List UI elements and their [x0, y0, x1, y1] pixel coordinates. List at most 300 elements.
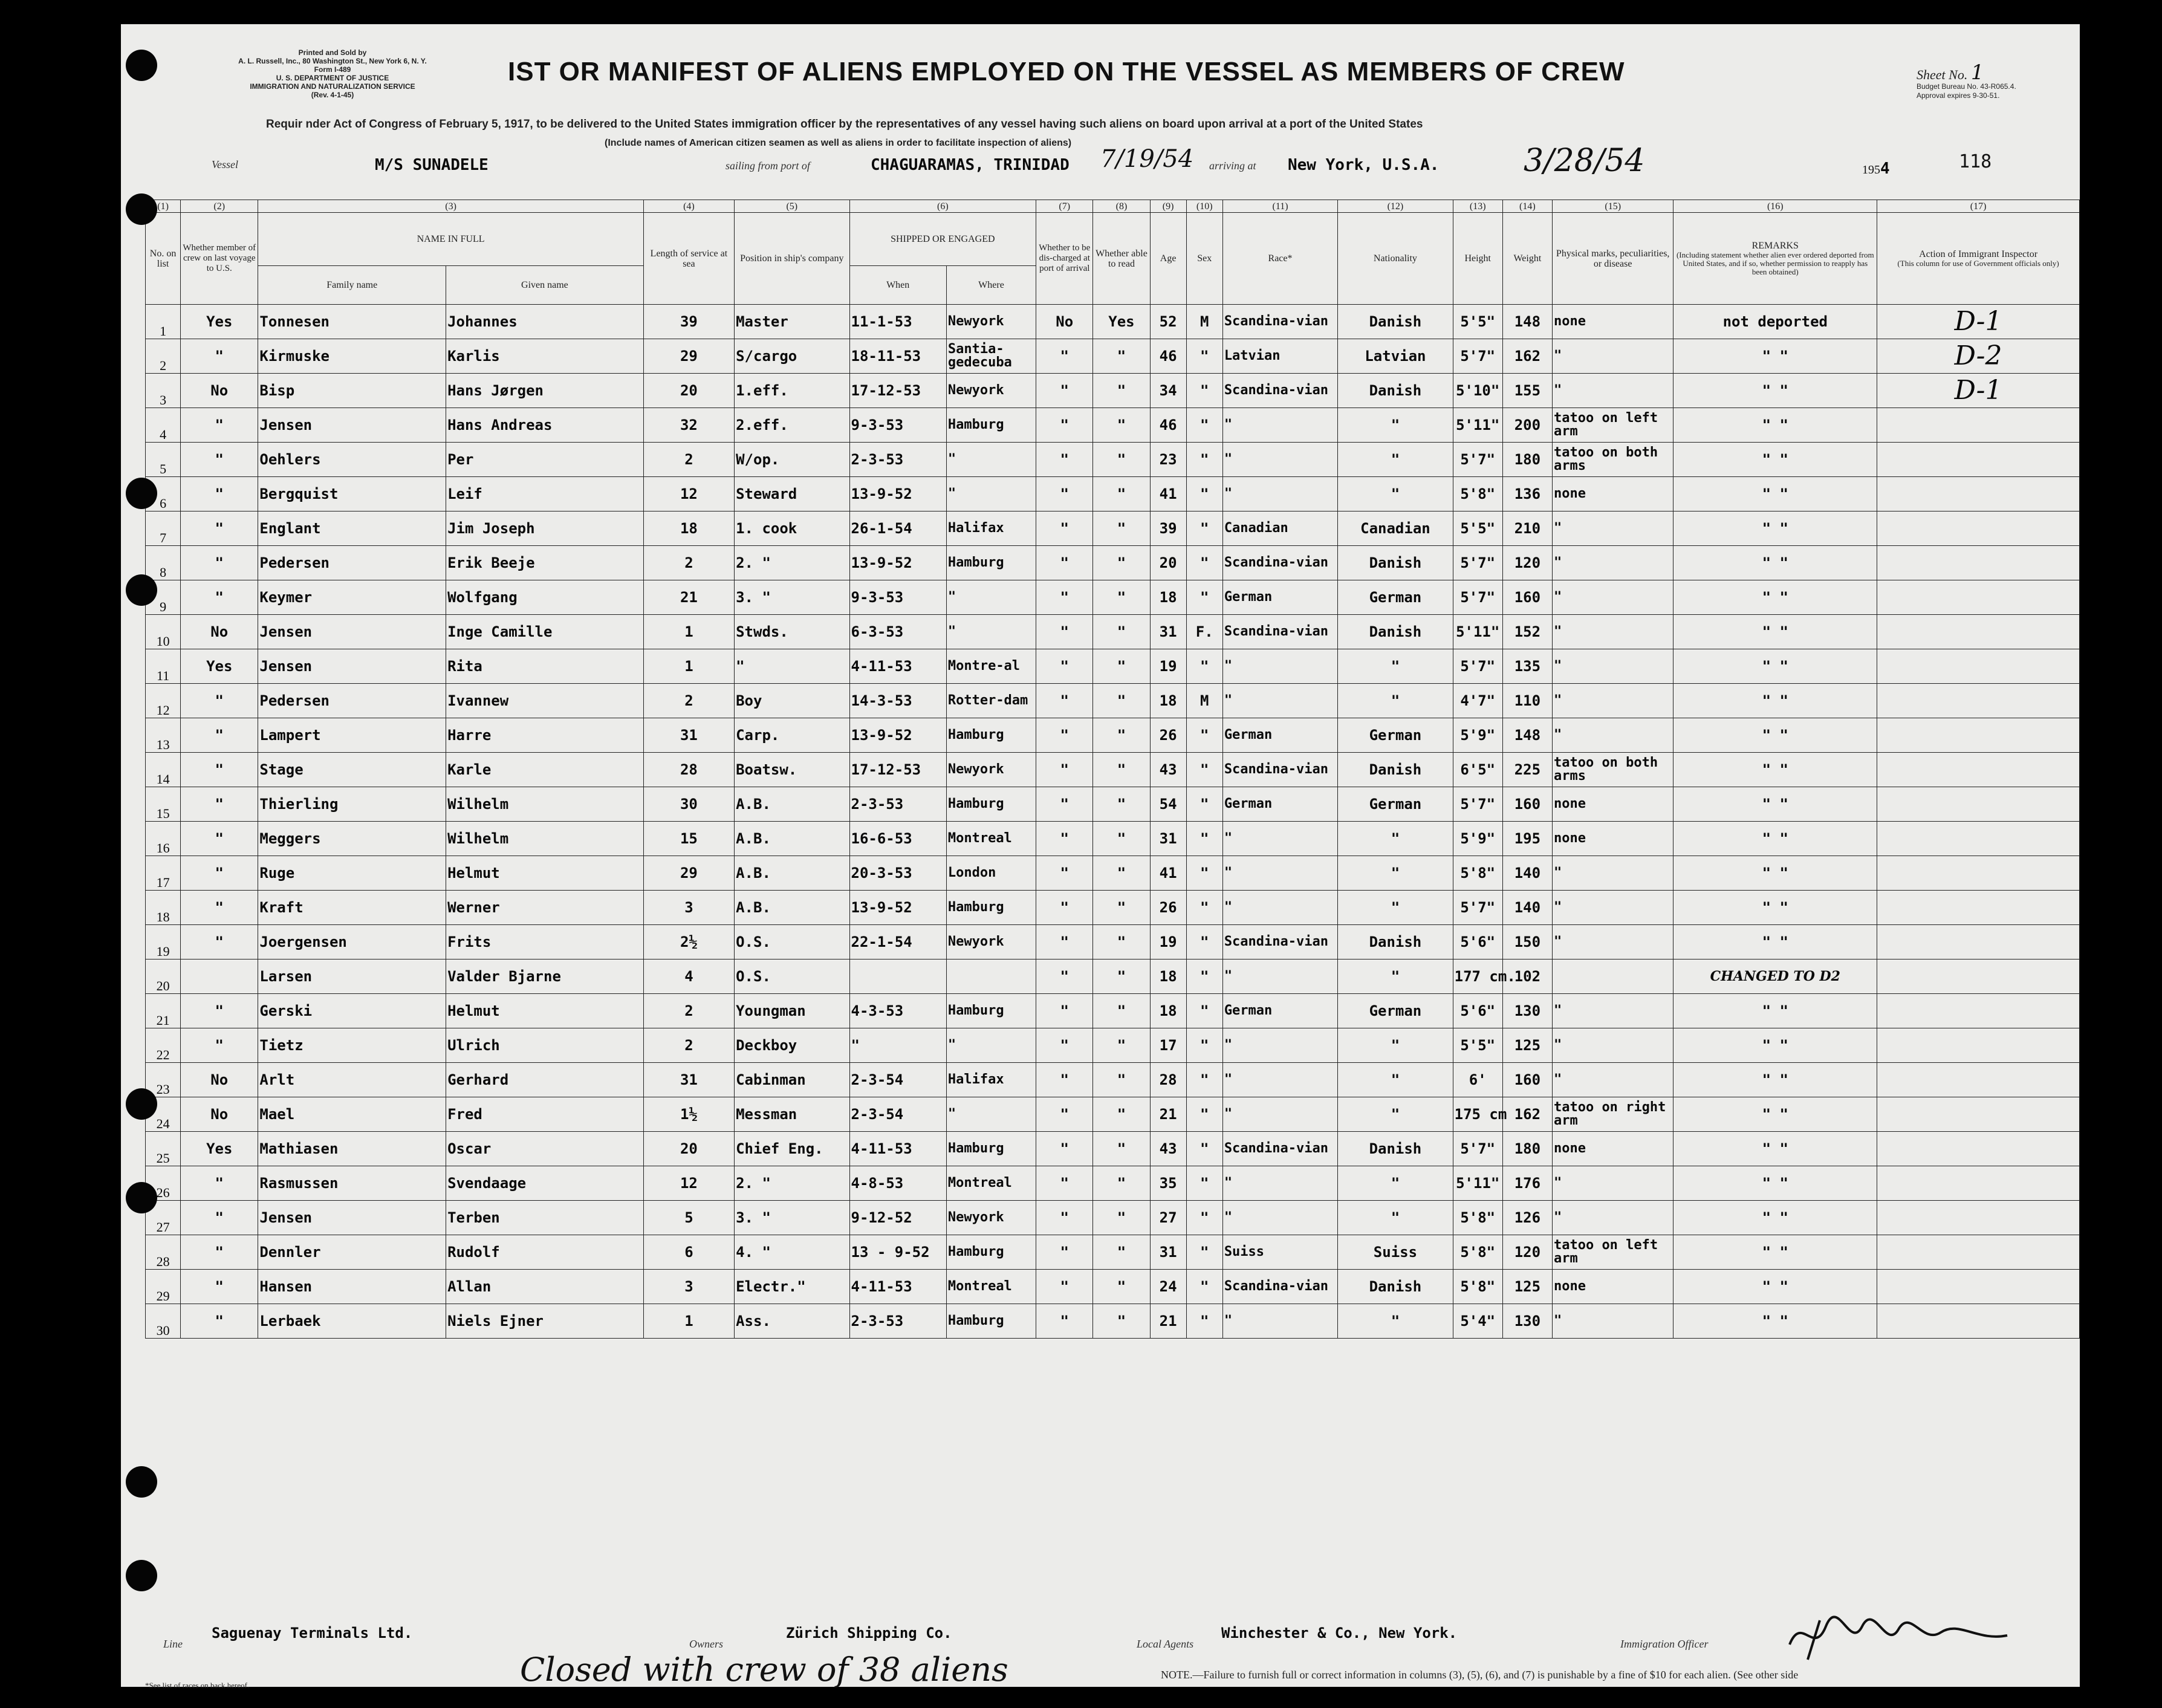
- engaged-when: 14-3-53: [849, 684, 946, 718]
- member-cell: ": [181, 994, 258, 1028]
- weight-cell: 180: [1502, 443, 1552, 477]
- member-cell: ": [181, 1201, 258, 1235]
- header-age: Age: [1150, 213, 1186, 305]
- member-cell: ": [181, 684, 258, 718]
- engaged-where: Montreal: [946, 1270, 1036, 1304]
- length-of-service: 12: [643, 477, 734, 511]
- height-cell: 6': [1453, 1063, 1502, 1097]
- engaged-where: Hamburg: [946, 994, 1036, 1028]
- weight-cell: 102: [1502, 960, 1552, 994]
- weight-cell: 140: [1502, 856, 1552, 891]
- punch-hole: [126, 574, 157, 606]
- year-field: [1862, 160, 1890, 178]
- row-number: 11: [146, 649, 181, 684]
- physical-marks-cell: ": [1552, 1028, 1673, 1063]
- sex-cell: ": [1186, 1132, 1222, 1166]
- punch-hole: [126, 1560, 157, 1591]
- year-prefix: 195: [1862, 163, 1880, 177]
- length-of-service: 3: [643, 891, 734, 925]
- discharged-cell: ": [1036, 1097, 1093, 1132]
- race-cell: ": [1222, 960, 1337, 994]
- able-to-read-cell: ": [1093, 339, 1150, 374]
- able-to-read-cell: ": [1093, 1166, 1150, 1201]
- position: A.B.: [735, 822, 849, 856]
- discharged-cell: ": [1036, 511, 1093, 546]
- remarks-cell: " ": [1673, 822, 1877, 856]
- physical-marks-cell: none: [1552, 822, 1673, 856]
- nationality-cell: ": [1338, 408, 1453, 443]
- family-name: Pedersen: [258, 684, 446, 718]
- table-row: [146, 1304, 2080, 1339]
- race-cell: ": [1222, 1201, 1337, 1235]
- given-name: Karle: [446, 753, 644, 787]
- col-num-17: (17): [1877, 200, 2080, 213]
- engaged-where: Hamburg: [946, 891, 1036, 925]
- remarks-cell: " ": [1673, 1270, 1877, 1304]
- position: O.S.: [735, 960, 849, 994]
- row-number: 29: [146, 1270, 181, 1304]
- race-cell: German: [1222, 994, 1337, 1028]
- engaged-when: 4-8-53: [849, 1166, 946, 1201]
- given-name: Rita: [446, 649, 644, 684]
- vessel-name: M/S SUNADELE: [375, 156, 489, 174]
- row-number: 1: [146, 305, 181, 339]
- owners-value: Zürich Shipping Co.: [786, 1625, 952, 1641]
- member-cell: ": [181, 856, 258, 891]
- table-row: [146, 339, 2080, 374]
- inspector-action-cell: [1877, 443, 2080, 477]
- position: Steward: [735, 477, 849, 511]
- header-height: Height: [1453, 213, 1502, 305]
- given-name: Gerhard: [446, 1063, 644, 1097]
- height-cell: 5'7": [1453, 649, 1502, 684]
- engaged-when: 9-3-53: [849, 408, 946, 443]
- penalty-note: NOTE.—Failure to furnish full or correct information in columns (3), (5), (6), and (7) is punishable by a fine of $10 for each alien. (See other side: [1161, 1669, 1799, 1681]
- age-cell: 31: [1150, 1235, 1186, 1270]
- nationality-cell: ": [1338, 649, 1453, 684]
- punch-hole: [126, 193, 157, 225]
- length-of-service: 4: [643, 960, 734, 994]
- discharged-cell: ": [1036, 580, 1093, 615]
- race-cell: ": [1222, 822, 1337, 856]
- engaged-when: 9-12-52: [849, 1201, 946, 1235]
- engaged-where: Halifax: [946, 511, 1036, 546]
- position: Youngman: [735, 994, 849, 1028]
- remarks-cell: not deported: [1673, 305, 1877, 339]
- remarks-cell: " ": [1673, 1304, 1877, 1339]
- physical-marks-cell: none: [1552, 477, 1673, 511]
- length-of-service: 2: [643, 684, 734, 718]
- printer-line-4: U. S. DEPARTMENT OF JUSTICE: [276, 74, 389, 82]
- discharged-cell: ": [1036, 339, 1093, 374]
- position: 2. ": [735, 546, 849, 580]
- punch-hole: [126, 1088, 157, 1120]
- height-cell: 5'11": [1453, 408, 1502, 443]
- weight-cell: 120: [1502, 546, 1552, 580]
- length-of-service: 18: [643, 511, 734, 546]
- age-cell: 46: [1150, 408, 1186, 443]
- given-name: Allan: [446, 1270, 644, 1304]
- remarks-cell: " ": [1673, 339, 1877, 374]
- sex-cell: ": [1186, 1097, 1222, 1132]
- discharged-cell: ": [1036, 615, 1093, 649]
- table-row: [146, 580, 2080, 615]
- engaged-when: 13-9-52: [849, 891, 946, 925]
- race-cell: Scandina-vian: [1222, 546, 1337, 580]
- physical-marks-cell: tatoo on both arms: [1552, 753, 1673, 787]
- able-to-read-cell: Yes: [1093, 305, 1150, 339]
- col-num-1: (1): [146, 200, 181, 213]
- remarks-cell: " ": [1673, 1028, 1877, 1063]
- weight-cell: 200: [1502, 408, 1552, 443]
- given-name: Niels Ejner: [446, 1304, 644, 1339]
- discharged-cell: ": [1036, 1304, 1093, 1339]
- length-of-service: 2: [643, 994, 734, 1028]
- able-to-read-cell: ": [1093, 718, 1150, 753]
- height-cell: 5'5": [1453, 305, 1502, 339]
- engaged-when: 2-3-53: [849, 443, 946, 477]
- engaged-when: 2-3-53: [849, 1304, 946, 1339]
- remarks-cell: " ": [1673, 615, 1877, 649]
- engaged-when: 13-9-52: [849, 477, 946, 511]
- weight-cell: 160: [1502, 787, 1552, 822]
- height-cell: 5'7": [1453, 1132, 1502, 1166]
- header-where: Where: [946, 266, 1036, 305]
- crew-rows: [146, 305, 2080, 1339]
- inspector-action-cell: [1877, 1270, 2080, 1304]
- discharged-cell: ": [1036, 1235, 1093, 1270]
- able-to-read-cell: ": [1093, 649, 1150, 684]
- col-num-5: (5): [735, 200, 849, 213]
- height-cell: 5'11": [1453, 1166, 1502, 1201]
- family-name: Mathiasen: [258, 1132, 446, 1166]
- physical-marks-cell: tatoo on left arm: [1552, 1235, 1673, 1270]
- age-cell: 19: [1150, 925, 1186, 960]
- age-cell: 20: [1150, 546, 1186, 580]
- position: Stwds.: [735, 615, 849, 649]
- family-name: Tonnesen: [258, 305, 446, 339]
- header-length: Length of service at sea: [643, 213, 734, 305]
- row-number: 25: [146, 1132, 181, 1166]
- member-cell: ": [181, 1304, 258, 1339]
- race-cell: Canadian: [1222, 511, 1337, 546]
- position: Deckboy: [735, 1028, 849, 1063]
- family-name: Bergquist: [258, 477, 446, 511]
- weight-cell: 130: [1502, 994, 1552, 1028]
- age-cell: 21: [1150, 1304, 1186, 1339]
- inspector-action-cell: [1877, 718, 2080, 753]
- row-number: 28: [146, 1235, 181, 1270]
- remarks-cell: CHANGED TO D2: [1673, 960, 1877, 994]
- inspector-action-cell: [1877, 1201, 2080, 1235]
- age-cell: 18: [1150, 994, 1186, 1028]
- races-note: *See list of races on back hereof.: [145, 1681, 250, 1690]
- able-to-read-cell: ": [1093, 925, 1150, 960]
- physical-marks-cell: ": [1552, 994, 1673, 1028]
- remarks-cell: " ": [1673, 580, 1877, 615]
- remarks-cell: " ": [1673, 753, 1877, 787]
- able-to-read-cell: ": [1093, 374, 1150, 408]
- table-row: [146, 1270, 2080, 1304]
- given-name: Jim Joseph: [446, 511, 644, 546]
- weight-cell: 126: [1502, 1201, 1552, 1235]
- member-cell: ": [181, 580, 258, 615]
- engaged-where: ": [946, 580, 1036, 615]
- physical-marks-cell: ": [1552, 891, 1673, 925]
- nationality-cell: German: [1338, 718, 1453, 753]
- remarks-cell: " ": [1673, 1063, 1877, 1097]
- nationality-cell: ": [1338, 684, 1453, 718]
- nationality-cell: ": [1338, 1028, 1453, 1063]
- position: Ass.: [735, 1304, 849, 1339]
- sex-cell: M: [1186, 305, 1222, 339]
- discharged-cell: ": [1036, 822, 1093, 856]
- nationality-cell: Danish: [1338, 925, 1453, 960]
- length-of-service: 20: [643, 1132, 734, 1166]
- header-family: Family name: [258, 266, 446, 305]
- sex-cell: ": [1186, 1028, 1222, 1063]
- printer-imprint: [175, 48, 490, 99]
- race-cell: ": [1222, 1063, 1337, 1097]
- age-cell: 21: [1150, 1097, 1186, 1132]
- engaged-when: 9-3-53: [849, 580, 946, 615]
- table-row: [146, 718, 2080, 753]
- remarks-cell: " ": [1673, 374, 1877, 408]
- header-when: When: [849, 266, 946, 305]
- col-num-10: (10): [1186, 200, 1222, 213]
- sex-cell: ": [1186, 408, 1222, 443]
- position: 3. ": [735, 580, 849, 615]
- given-name: Werner: [446, 891, 644, 925]
- inspector-action-cell: [1877, 891, 2080, 925]
- sex-cell: ": [1186, 891, 1222, 925]
- sex-cell: ": [1186, 1166, 1222, 1201]
- position: Master: [735, 305, 849, 339]
- position: 4. ": [735, 1235, 849, 1270]
- member-cell: Yes: [181, 305, 258, 339]
- punch-hole: [126, 1466, 157, 1498]
- given-name: Terben: [446, 1201, 644, 1235]
- given-name: Per: [446, 443, 644, 477]
- position: A.B.: [735, 856, 849, 891]
- position: 1. cook: [735, 511, 849, 546]
- height-cell: 5'8": [1453, 477, 1502, 511]
- row-number: 21: [146, 994, 181, 1028]
- punch-hole: [126, 1182, 157, 1213]
- race-cell: ": [1222, 649, 1337, 684]
- header-name: NAME IN FULL: [258, 213, 643, 266]
- weight-cell: 152: [1502, 615, 1552, 649]
- length-of-service: 30: [643, 787, 734, 822]
- table-row: [146, 684, 2080, 718]
- height-cell: 5'7": [1453, 339, 1502, 374]
- race-cell: Scandina-vian: [1222, 925, 1337, 960]
- header-nationality: Nationality: [1338, 213, 1453, 305]
- nationality-cell: Danish: [1338, 615, 1453, 649]
- table-row: [146, 649, 2080, 684]
- engaged-when: 4-11-53: [849, 1132, 946, 1166]
- nationality-cell: German: [1338, 787, 1453, 822]
- budget-line-1: Budget Bureau No. 43-R065.4.: [1917, 82, 2016, 91]
- table-row: [146, 1063, 2080, 1097]
- sex-cell: ": [1186, 1270, 1222, 1304]
- height-cell: 177 cm.: [1453, 960, 1502, 994]
- row-number: 24: [146, 1097, 181, 1132]
- weight-cell: 148: [1502, 718, 1552, 753]
- family-name: Dennler: [258, 1235, 446, 1270]
- sex-cell: ": [1186, 1304, 1222, 1339]
- race-cell: Scandina-vian: [1222, 305, 1337, 339]
- engaged-where: ": [946, 477, 1036, 511]
- inspector-action-cell: [1877, 960, 2080, 994]
- length-of-service: 31: [643, 1063, 734, 1097]
- row-number: 3: [146, 374, 181, 408]
- member-cell: Yes: [181, 1132, 258, 1166]
- engaged-where: London: [946, 856, 1036, 891]
- member-cell: ": [181, 718, 258, 753]
- table-row: [146, 1028, 2080, 1063]
- engaged-where: Newyork: [946, 1201, 1036, 1235]
- vessel-label: [212, 156, 238, 172]
- discharged-cell: ": [1036, 408, 1093, 443]
- height-cell: 5'6": [1453, 925, 1502, 960]
- physical-marks-cell: ": [1552, 615, 1673, 649]
- age-cell: 26: [1150, 718, 1186, 753]
- table-row: [146, 546, 2080, 580]
- weight-cell: 195: [1502, 822, 1552, 856]
- engaged-where: Halifax: [946, 1063, 1036, 1097]
- sex-cell: ": [1186, 960, 1222, 994]
- able-to-read-cell: ": [1093, 1235, 1150, 1270]
- age-cell: 18: [1150, 580, 1186, 615]
- given-name: Hans Jørgen: [446, 374, 644, 408]
- length-of-service: 1: [643, 649, 734, 684]
- sex-cell: ": [1186, 374, 1222, 408]
- position: Electr.": [735, 1270, 849, 1304]
- physical-marks-cell: none: [1552, 305, 1673, 339]
- engaged-when: 2-3-53: [849, 787, 946, 822]
- row-number: 7: [146, 511, 181, 546]
- inspector-action-cell: [1877, 1063, 2080, 1097]
- length-of-service: 2½: [643, 925, 734, 960]
- given-name: Oscar: [446, 1132, 644, 1166]
- nationality-cell: ": [1338, 960, 1453, 994]
- remarks-cell: " ": [1673, 1166, 1877, 1201]
- weight-cell: 120: [1502, 1235, 1552, 1270]
- family-name: Kraft: [258, 891, 446, 925]
- col-num-13: (13): [1453, 200, 1502, 213]
- sex-cell: ": [1186, 753, 1222, 787]
- race-cell: ": [1222, 891, 1337, 925]
- given-name: Wilhelm: [446, 822, 644, 856]
- age-cell: 18: [1150, 684, 1186, 718]
- engaged-where: [946, 960, 1036, 994]
- year-digit: 4: [1880, 160, 1890, 178]
- given-name: Svendaage: [446, 1166, 644, 1201]
- vessel-label-text: Vessel: [212, 158, 238, 170]
- physical-marks-cell: ": [1552, 1304, 1673, 1339]
- col-num-3: (3): [258, 200, 643, 213]
- position: 2. ": [735, 1166, 849, 1201]
- sheet-value: 1: [1970, 60, 1984, 85]
- physical-marks-cell: ": [1552, 374, 1673, 408]
- row-number: 16: [146, 822, 181, 856]
- inspector-action-cell: D-1: [1877, 305, 2080, 339]
- sex-cell: F.: [1186, 615, 1222, 649]
- sex-cell: ": [1186, 787, 1222, 822]
- engaged-where: Hamburg: [946, 546, 1036, 580]
- table-row: [146, 925, 2080, 960]
- able-to-read-cell: ": [1093, 580, 1150, 615]
- sex-cell: ": [1186, 1201, 1222, 1235]
- member-cell: ": [181, 1028, 258, 1063]
- race-cell: ": [1222, 443, 1337, 477]
- age-cell: 43: [1150, 1132, 1186, 1166]
- row-number: 30: [146, 1304, 181, 1339]
- remarks-cell: " ": [1673, 511, 1877, 546]
- remarks-cell: " ": [1673, 718, 1877, 753]
- engaged-when: 2-3-54: [849, 1097, 946, 1132]
- given-name: Erik Beeje: [446, 546, 644, 580]
- inspector-action-cell: [1877, 753, 2080, 787]
- nationality-cell: Danish: [1338, 753, 1453, 787]
- inspector-action-cell: [1877, 1166, 2080, 1201]
- nationality-cell: Danish: [1338, 546, 1453, 580]
- header-discharged: Whether to be dis-charged at port of arrival: [1036, 213, 1093, 305]
- race-cell: ": [1222, 408, 1337, 443]
- sex-cell: ": [1186, 511, 1222, 546]
- col-num-7: (7): [1036, 200, 1093, 213]
- sailing-label: sailing from port of: [726, 160, 810, 172]
- height-cell: 5'5": [1453, 1028, 1502, 1063]
- able-to-read-cell: ": [1093, 787, 1150, 822]
- race-cell: ": [1222, 1166, 1337, 1201]
- nationality-cell: ": [1338, 477, 1453, 511]
- engaged-where: Hamburg: [946, 787, 1036, 822]
- length-of-service: 31: [643, 718, 734, 753]
- age-cell: 26: [1150, 891, 1186, 925]
- requirement-line: Requir nder Act of Congress of February 5, 1917, to be delivered to the United States immigration officer by the representatives of any vessel having such aliens on board upon arrival at a port of the United States: [266, 118, 1423, 131]
- weight-cell: 160: [1502, 1063, 1552, 1097]
- include-note: (Include names of American citizen seamen as well as aliens in order to facilitate inspection of aliens): [605, 138, 1072, 148]
- col-num-15: (15): [1552, 200, 1673, 213]
- member-cell: No: [181, 1097, 258, 1132]
- age-cell: 17: [1150, 1028, 1186, 1063]
- header-weight: Weight: [1502, 213, 1552, 305]
- engaged-where: Hamburg: [946, 1132, 1036, 1166]
- race-cell: Scandina-vian: [1222, 1132, 1337, 1166]
- physical-marks-cell: tatoo on right arm: [1552, 1097, 1673, 1132]
- member-cell: Yes: [181, 649, 258, 684]
- engaged-when: 13-9-52: [849, 718, 946, 753]
- sex-cell: ": [1186, 1063, 1222, 1097]
- weight-cell: 210: [1502, 511, 1552, 546]
- owners-label: Owners: [689, 1638, 724, 1650]
- able-to-read-cell: ": [1093, 477, 1150, 511]
- engaged-where: Hamburg: [946, 1304, 1036, 1339]
- weight-cell: 130: [1502, 1304, 1552, 1339]
- physical-marks-cell: ": [1552, 1166, 1673, 1201]
- engaged-when: 22-1-54: [849, 925, 946, 960]
- height-cell: 5'8": [1453, 1235, 1502, 1270]
- row-number: 5: [146, 443, 181, 477]
- printer-line-2: A. L. Russell, Inc., 80 Washington St., New York 6, N. Y.: [238, 57, 427, 65]
- table-row: [146, 822, 2080, 856]
- printer-line-1: Printed and Sold by: [298, 48, 367, 57]
- able-to-read-cell: ": [1093, 1063, 1150, 1097]
- physical-marks-cell: ": [1552, 649, 1673, 684]
- engaged-when: 6-3-53: [849, 615, 946, 649]
